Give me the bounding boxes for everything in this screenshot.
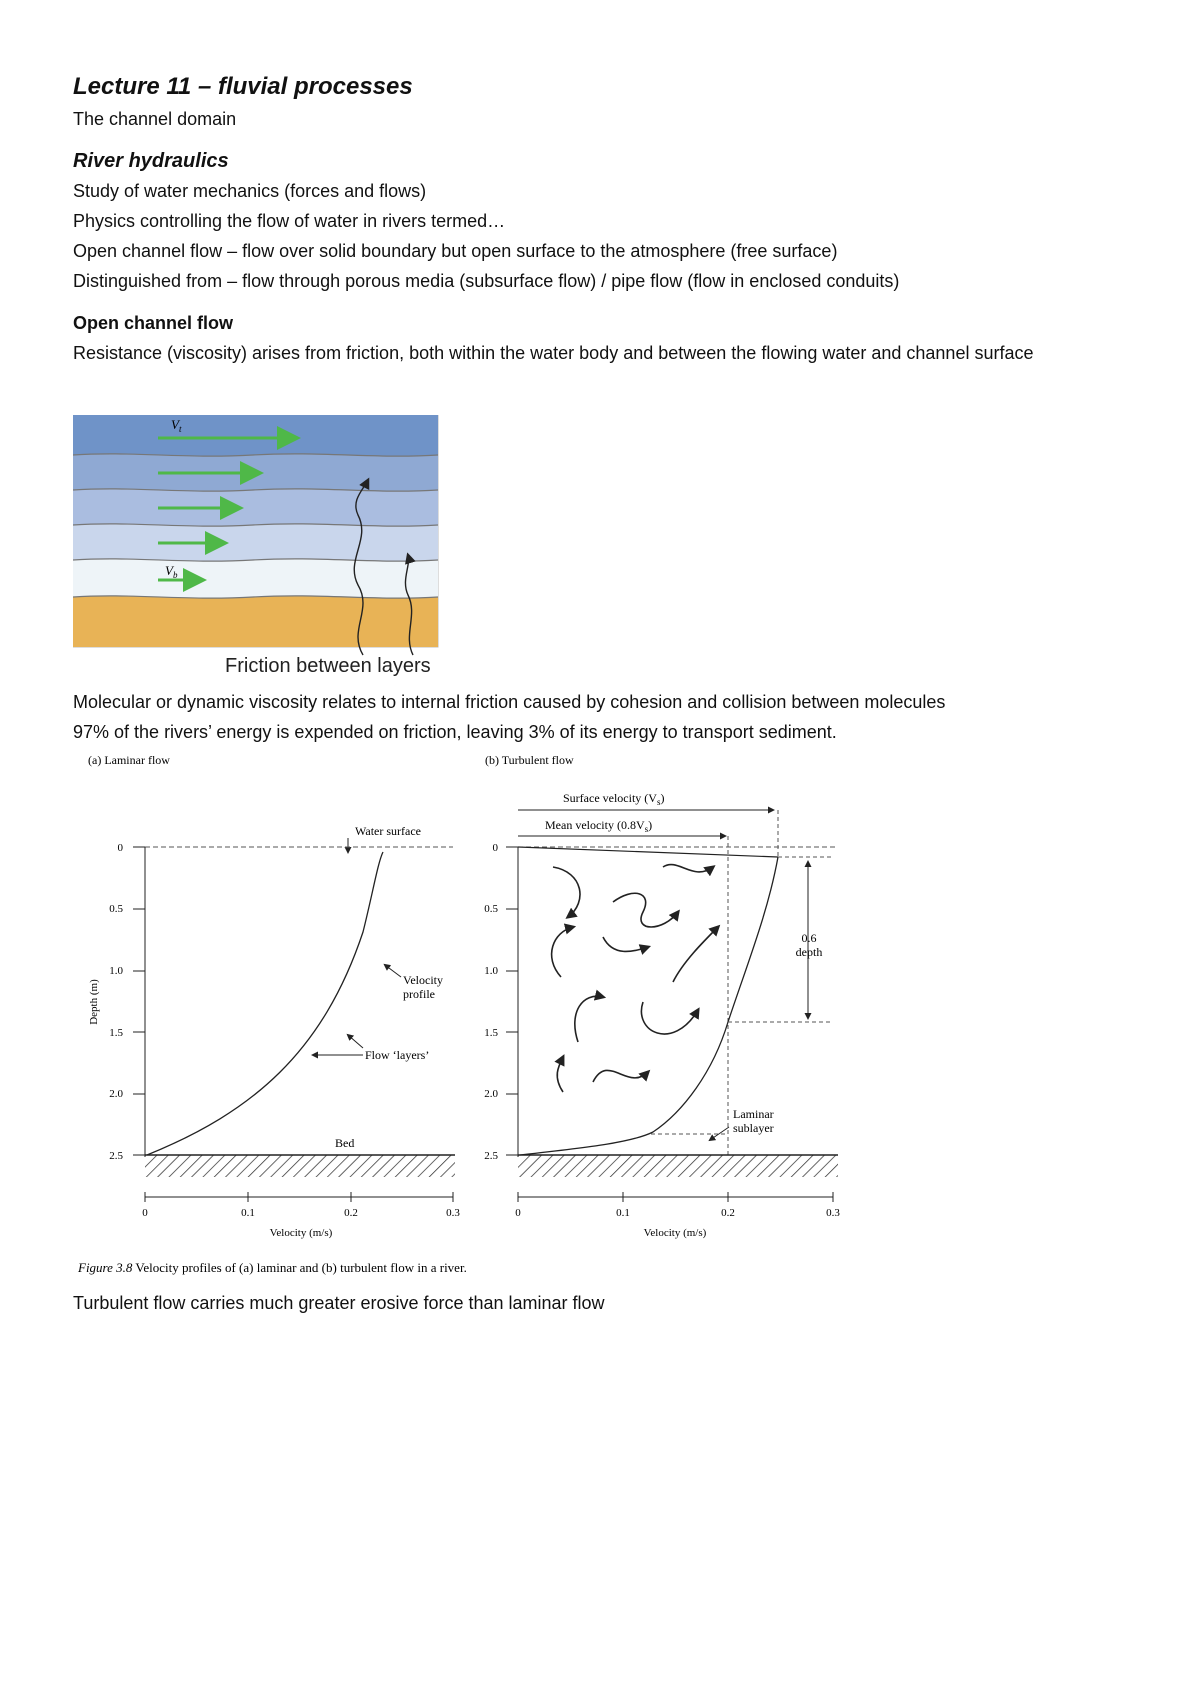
label-velocity-profile: Velocity profile bbox=[403, 973, 443, 1001]
x-tick-label: 0.2 bbox=[721, 1207, 735, 1219]
y-tick-label: 2.0 bbox=[484, 1088, 498, 1100]
x-tick-label: 0 bbox=[515, 1207, 521, 1219]
page-title: Lecture 11 – fluvial processes bbox=[73, 73, 413, 100]
text-line: Turbulent flow carries much greater erosive force than laminar flow bbox=[73, 1293, 605, 1313]
figure-caption-friction: Friction between layers bbox=[225, 655, 431, 677]
label-vt: $V_t$ bbox=[171, 417, 182, 434]
figure-friction-between-layers bbox=[73, 415, 473, 685]
text-line: Distinguished from – flow through porous media (subsurface flow) / pipe flow (flow in enclosed conduits) bbox=[73, 271, 900, 291]
water-layer-4 bbox=[73, 524, 438, 561]
label-depth: 0.6 depth bbox=[795, 931, 823, 959]
y-tick-label: 0 bbox=[492, 842, 498, 854]
label-laminar-sublayer: Laminar sublayer bbox=[733, 1107, 774, 1135]
friction-diagram bbox=[73, 415, 473, 685]
section-heading-river-hydraulics: River hydraulics bbox=[73, 150, 229, 172]
y-tick-label: 0.5 bbox=[484, 903, 498, 915]
label-bed: Bed bbox=[335, 1136, 355, 1150]
bed-layer bbox=[73, 596, 438, 647]
text-line: Study of water mechanics (forces and flows) bbox=[73, 181, 427, 201]
turbulent-eddies bbox=[552, 865, 718, 1092]
x-tick-label: 0.1 bbox=[241, 1207, 255, 1219]
panel-b-x-ticks bbox=[515, 1207, 840, 1219]
y-tick-label: 2.0 bbox=[109, 1088, 123, 1100]
y-tick-label: 1.5 bbox=[109, 1027, 123, 1039]
y-tick-label: 2.5 bbox=[484, 1150, 498, 1162]
y-tick-label: 0 bbox=[117, 842, 123, 854]
figure-velocity-profiles bbox=[73, 752, 853, 1282]
panel-a-x-ticks bbox=[142, 1207, 460, 1219]
panel-a-x-label: Velocity (m/s) bbox=[269, 1227, 333, 1239]
x-tick-label: 0 bbox=[142, 1207, 148, 1219]
panel-a-y-ticks bbox=[109, 842, 123, 1162]
page-subtitle: The channel domain bbox=[73, 109, 237, 129]
panel-b-bed-hatch bbox=[518, 1155, 838, 1177]
x-tick-label: 0.2 bbox=[344, 1207, 358, 1219]
panel-a-title: (a) Laminar flow bbox=[88, 753, 170, 767]
water-layer-5 bbox=[73, 559, 438, 598]
y-tick-label: 1.0 bbox=[484, 965, 498, 977]
text-line: Physics controlling the flow of water in rivers termed… bbox=[73, 211, 506, 231]
y-tick-label: 1.0 bbox=[109, 965, 123, 977]
y-tick-label: 2.5 bbox=[109, 1150, 123, 1162]
y-tick-label: 1.5 bbox=[484, 1027, 498, 1039]
y-tick-label: 0.5 bbox=[109, 903, 123, 915]
panel-b-title: (b) Turbulent flow bbox=[485, 753, 574, 767]
x-tick-label: 0.3 bbox=[826, 1207, 840, 1219]
panel-a-bed-hatch bbox=[145, 1155, 455, 1177]
label-water-surface: Water surface bbox=[355, 824, 421, 838]
laminar-velocity-profile bbox=[147, 852, 383, 1155]
figure-caption-velocity-profiles: Figure 3.8 Velocity profiles of (a) laminar and (b) turbulent flow in a river. bbox=[78, 1260, 467, 1275]
closing-paragraph bbox=[73, 1288, 1133, 1318]
panel-a-y-label: Depth (m) bbox=[88, 979, 100, 1025]
label-flow-layers: Flow ‘layers’ bbox=[365, 1048, 430, 1062]
text-line: Open channel flow – flow over solid boundary but open surface to the atmosphere (free surface) bbox=[73, 241, 838, 261]
label-mean-velocity: Mean velocity $(0.8V_s)$ bbox=[545, 818, 653, 834]
label-surface-velocity: Surface velocity $(V_s)$ bbox=[563, 791, 665, 807]
water-layer-1 bbox=[73, 415, 438, 456]
text-paragraph: Resistance (viscosity) arises from friction, both within the water body and between the flowing water and channel surface bbox=[73, 343, 1034, 363]
x-tick-label: 0.3 bbox=[446, 1207, 460, 1219]
paragraph-viscosity bbox=[73, 687, 1133, 747]
panel-b-y-ticks bbox=[484, 842, 498, 1162]
text-line: 97% of the rivers’ energy is expended on friction, leaving 3% of its energy to transport sediment. bbox=[73, 722, 837, 742]
panel-b-x-label: Velocity (m/s) bbox=[643, 1227, 707, 1239]
x-tick-label: 0.1 bbox=[616, 1207, 630, 1219]
page-body bbox=[73, 70, 1133, 368]
velocity-profiles-diagram bbox=[73, 752, 853, 1282]
text-line: Molecular or dynamic viscosity relates to internal friction caused by cohesion and collision between molecules bbox=[73, 692, 946, 712]
label-vb: $V_b$ bbox=[165, 563, 178, 580]
water-layer-3 bbox=[73, 489, 438, 526]
section-heading-open-channel-flow: Open channel flow bbox=[73, 313, 234, 333]
